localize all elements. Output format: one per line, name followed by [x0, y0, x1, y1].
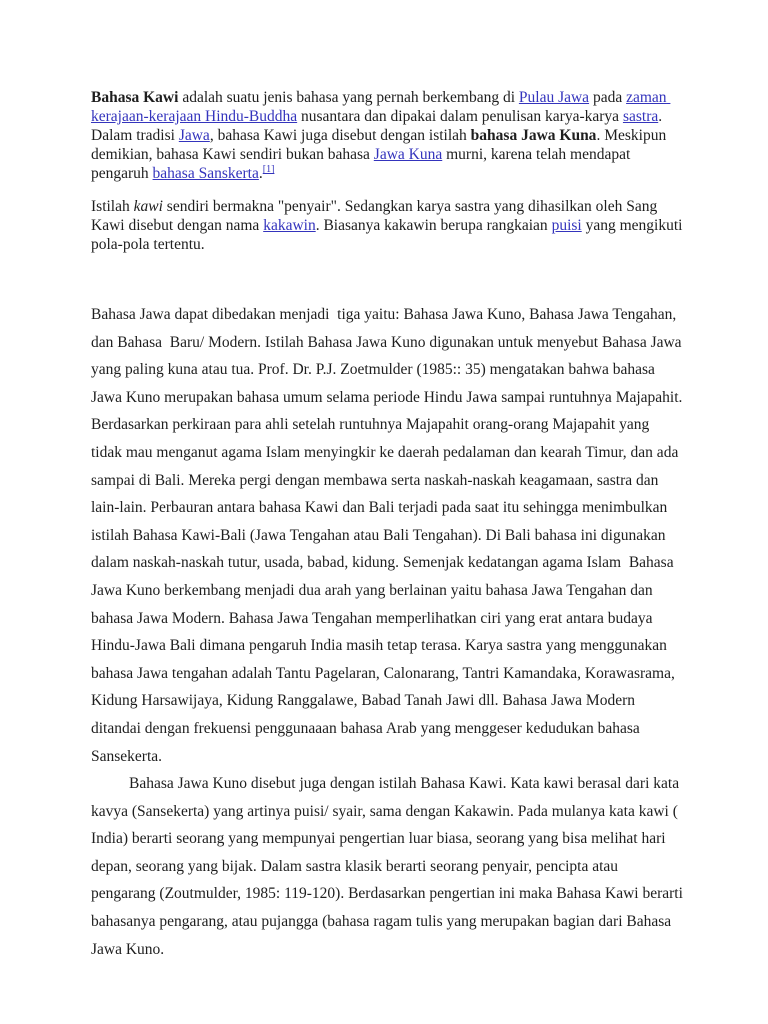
- intro-paragraph-1: [91, 88, 683, 183]
- italic-text: kawi: [133, 198, 163, 215]
- text-run: murni, karena telah mendapat pengaruh: [91, 146, 635, 182]
- document-content: [91, 88, 687, 963]
- body-paragraph-2: Bahasa Jawa Kuno disebut juga dengan istilah Bahasa Kawi. Kata kawi berasal dari kata kavya (Sansekerta) yang artinya puisi/ syair, sama dengan Kakawin. Pada mulanya kata kawi ( India) berarti seorang yang mempunyai pengertian luar biasa, seorang yang bisa melihat hari depan, seorang yang bijak. Dalam sastra klasik berarti seorang penyair, pencipta atau pengarang (Zoutmulder, 1985: 119-120). Berdasarkan pengertian ini maka Bahasa Kawi berarti bahasanya pengarang, atau pujangga (bahasa ragam tulis yang merupakan bagian dari Bahasa Jawa Kuno.: [91, 775, 687, 958]
- text-run: pada: [589, 89, 627, 106]
- intro-section: [91, 88, 687, 254]
- link-pulau-jawa[interactable]: Pulau Jawa: [518, 89, 590, 106]
- citation-superscript: [263, 164, 275, 175]
- text-run: . Meskipun demikian, bahasa Kawi sendiri bukan bahasa: [91, 127, 671, 163]
- text-run: Istilah: [91, 198, 134, 215]
- body-paragraph-1: Bahasa Jawa dapat dibedakan menjadi tiga yaitu: Bahasa Jawa Kuno, Bahasa Jawa Tengahan, dan Bahasa Baru/ Modern. Istilah Bahasa Jawa Kuno digunakan untuk menyebut Bahasa Jawa yang paling kuna atau tua. Prof. Dr. P.J. Zoetmulder (1985:: 35) mengatakan bahwa bahasa Jawa Kuno merupakan bahasa umum selama periode Hindu Jawa sampai runtuhnya Majapahit. Berdasarkan perkiraan para ahli setelah runtuhnya Majapahit orang-orang Majapahit yang tidak mau menganut agama Islam menyingkir ke daerah pedalaman dan kearah Timur, dan ada sampai di Bali. Mereka pergi dengan membawa serta naskah-naskah keagamaan, sastra dan lain-lain. Perbauran antara bahasa Kawi dan Bali terjadi pada saat itu sehingga menimbulkan istilah Bahasa Kawi-Bali (Jawa Tengahan atau Bali Tengahan). Di Bali bahasa ini digunakan dalam naskah-naskah tutur, usada, babad, kidung. Semenjak kedatangan agama Islam Bahasa Jawa Kuno berkembang menjadi dua arah yang berlainan yaitu bahasa Jawa Tengahan dan bahasa Jawa Modern. Bahasa Jawa Tengahan memperlihatkan ciri yang erat antara budaya Hindu-Jawa Bali dimana pengaruh India masih tetap terasa. Karya sastra yang menggunakan bahasa Jawa tengahan adalah Tantu Pagelaran, Calonarang, Tantri Kamandaka, Korawasrama, Kidung Harsawijaya, Kidung Ranggalawe, Babad Tanah Jawi dll. Bahasa Jawa Modern ditandai dengan frekuensi penggunaaan bahasa Arab yang menggeser kedudukan bahasa Sansekerta.: [91, 306, 687, 765]
- link-puisi[interactable]: puisi: [551, 217, 582, 234]
- text-run: .: [258, 165, 263, 182]
- text-run: yang mengikuti pola-pola tertentu.: [91, 217, 687, 253]
- link-sastra[interactable]: sastra: [622, 108, 659, 125]
- intro-paragraph-2: [91, 197, 687, 254]
- text-run: adalah suatu jenis bahasa yang pernah berkembang di: [178, 89, 519, 106]
- link-jawa-kuna[interactable]: Jawa Kuna: [373, 146, 443, 163]
- citation-link-1[interactable]: [1]: [262, 163, 275, 175]
- text-run: sendiri bermakna "penyair". Sedangkan karya sastra yang dihasilkan oleh Sang Kawi disebut dengan nama: [91, 198, 662, 234]
- text-run: . Biasanya kakawin berupa rangkaian: [315, 217, 552, 234]
- link-zaman-kerajaan-kerajaan-hindu-buddha[interactable]: zaman kerajaan-kerajaan Hindu-Buddha: [91, 89, 671, 125]
- text-run: nusantara dan dipakai dalam penulisan karya-karya: [297, 108, 623, 125]
- text-run: , bahasa Kawi juga disebut dengan istilah: [209, 127, 471, 144]
- bold-text: Bahasa Kawi: [91, 89, 179, 106]
- link-jawa[interactable]: Jawa: [178, 127, 210, 144]
- body-section: [91, 301, 687, 963]
- text-run: . Dalam tradisi: [91, 108, 666, 144]
- bold-text: bahasa Jawa Kuna: [470, 127, 597, 144]
- link-kakawin[interactable]: kakawin: [263, 217, 316, 234]
- link-bahasa-sanskerta[interactable]: bahasa Sanskerta: [152, 165, 259, 182]
